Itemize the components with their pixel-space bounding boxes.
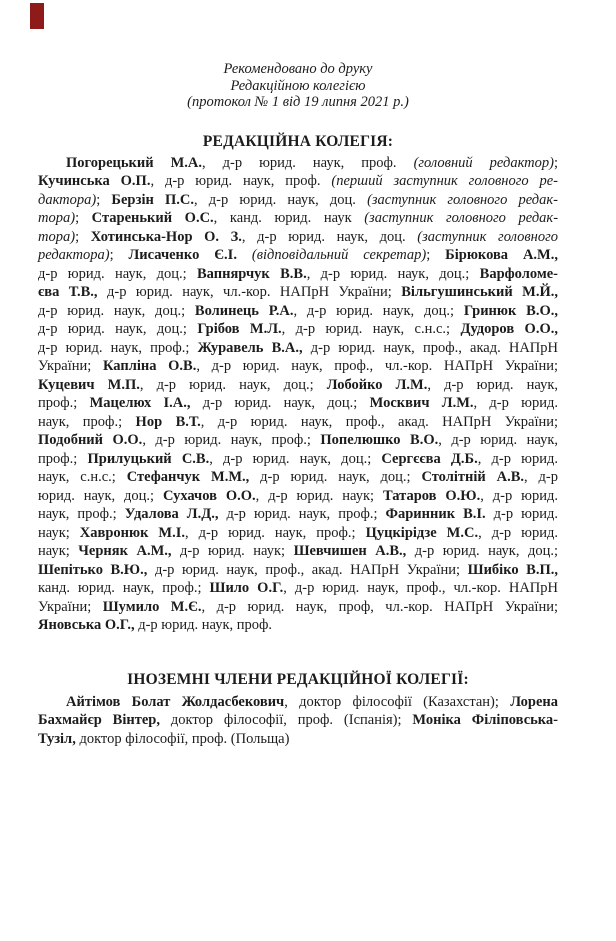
member-name: Шепітько В.Ю., [38, 561, 148, 578]
red-bookmark-mark [30, 3, 44, 29]
text-line [38, 616, 558, 635]
member-name: Шибіко В.П., [467, 561, 559, 578]
member-detail: ; [109, 247, 129, 263]
member-detail: (заступник головного [417, 228, 559, 245]
text-line [38, 394, 558, 413]
member-detail: д-р юрид. наук, проф., акад. НАПрН України; [147, 561, 468, 578]
text-line [38, 376, 558, 395]
member-detail: (головний редактор) [413, 154, 554, 171]
member-detail: , доктор філософії (Казахстан); [284, 693, 511, 710]
member-name: Шумило М.Є. [102, 598, 202, 615]
member-name: Хотинська-Нор О. З. [90, 228, 242, 245]
member-detail: , д-р юрид. наук, [427, 376, 558, 393]
member-detail: редактора) [38, 247, 110, 263]
member-detail: д-р юрид. наук; [171, 543, 294, 559]
member-detail: , д-р юрид. [473, 395, 558, 411]
member-detail: , д-р юрид. наук, с.н.с.; [281, 321, 461, 337]
text-line [38, 487, 558, 506]
member-detail: доктор філософії, проф. (Польща) [75, 730, 290, 747]
member-detail: , д-р юрид. наук, проф., чл.-кор. НАПрН України; [196, 358, 558, 374]
member-detail: , д-р юрид. наук, доц.; [293, 302, 464, 319]
member-detail: , д-р юрид. наук, доц. [194, 191, 368, 208]
member-name: Вапнярчук В.В. [197, 265, 307, 282]
member-name: Кучинська О.П. [38, 173, 151, 189]
member-detail: тора) [38, 228, 76, 245]
member-name: Бірюкова А.М., [445, 247, 558, 263]
member-detail: (заступник головного редак- [367, 191, 558, 208]
member-name: Татаров О.Ю. [382, 487, 481, 504]
member-detail: , д-р юрид. наук, доц.; [209, 450, 382, 467]
member-name: Фаринник В.І. [385, 506, 486, 522]
approval-note-line: (протокол № 1 від 19 липня 2021 р.) [187, 94, 409, 110]
member-detail: тора) [38, 210, 76, 226]
member-detail: д-р юрид. наук, проф., акад. НАПрН [302, 339, 558, 356]
approval-note-line: Редакційною колегією [230, 77, 366, 94]
page-content [38, 61, 558, 748]
member-detail: ; [75, 210, 92, 226]
member-name: Волинець Р.А. [194, 302, 294, 319]
member-name: єва Т.В., [38, 284, 98, 300]
member-name: Цуцкірідзе М.С. [365, 524, 479, 541]
member-detail: дактора) [38, 191, 97, 208]
text-line [38, 191, 558, 210]
member-detail: ; [553, 154, 558, 171]
member-detail: , д-р [524, 469, 558, 485]
member-name: Куцевич М.П. [38, 376, 140, 393]
member-detail: д-р юрид. наук, доц.; [249, 469, 422, 485]
member-detail: , д-р юрид. наук, проф.; [142, 432, 321, 448]
member-name: Столітній А.В. [421, 469, 525, 485]
member-detail: доктор філософії, проф. (Іспанія); [159, 712, 413, 728]
member-name: Хавронюк М.І. [79, 524, 186, 541]
member-detail: , д-р юрид. наук, проф. [202, 154, 414, 171]
text-line [38, 320, 558, 339]
member-detail: (відповідальний секретар) [251, 247, 427, 263]
member-detail: , д-р юрид. наук, [438, 432, 558, 448]
member-name: Сергєєва Д.Б. [381, 450, 478, 467]
member-name: Тузіл, [38, 730, 76, 747]
member-name: Гринюк В.О., [463, 302, 558, 319]
member-detail [237, 247, 252, 263]
member-detail: (перший заступник головного ре- [331, 173, 558, 189]
member-name: Лисаченко Є.І. [128, 247, 237, 263]
text-line [38, 693, 558, 712]
member-detail: України; [38, 598, 103, 615]
text-line [38, 172, 558, 191]
member-detail: д-р юрид. наук, доц.; [38, 302, 195, 319]
member-name: Айтімов Болат Жолдасбекович [66, 693, 285, 710]
member-name: Бахмайєр Вінтер, [38, 712, 160, 728]
member-detail: д-р юрид. наук, чл.-кор. НАПрН України; [97, 284, 402, 300]
member-detail: наук, с.н.с.; [38, 469, 127, 485]
member-name: Берзін П.С. [111, 191, 195, 208]
member-name: Журавель В.А., [197, 339, 303, 356]
member-name: Черняк А.М., [78, 543, 172, 559]
member-detail: , д-р юрид. наук, проф, чл.-кор. НАПрН України; [201, 598, 558, 615]
member-detail: наук, проф.; [38, 413, 136, 430]
text-line [38, 339, 558, 358]
member-name: Моніка Філіповська- [412, 712, 559, 728]
member-detail: проф.; [38, 395, 90, 411]
foreign-members-paragraph [38, 693, 558, 749]
member-name: Сухачов О.О. [162, 487, 256, 504]
text-line [38, 579, 558, 598]
member-detail: , д-р юрид. [477, 450, 558, 467]
text-line [38, 505, 558, 524]
text-line [38, 154, 558, 173]
member-detail: д-р юрид. наук, проф.; [38, 339, 198, 356]
member-name: Яновська О.Г., [38, 617, 135, 633]
member-detail: ; [75, 228, 91, 245]
member-name: Варфоломе- [479, 265, 558, 282]
member-detail: д-р юрид. [485, 506, 558, 522]
text-line [38, 228, 558, 247]
text-line [38, 730, 558, 749]
text-line [38, 598, 558, 617]
member-detail: юрид. наук, доц.; [38, 487, 163, 504]
approval-note [38, 61, 558, 111]
member-detail: , д-р юрид. [480, 487, 558, 504]
member-name: Стефанчук М.М., [126, 469, 250, 485]
member-detail: д-р юрид. наук, доц.; [38, 321, 198, 337]
editorial-board-heading: РЕДАКЦІЙНА КОЛЕГІЯ: [202, 132, 394, 150]
member-name: Прилуцький С.В. [87, 450, 210, 467]
member-detail: ; [426, 247, 446, 263]
member-name: Лобойко Л.М. [326, 376, 428, 393]
member-name: Погорецький М.А. [66, 154, 202, 171]
member-detail: , д-р юрид. наук, доц. [241, 228, 418, 245]
text-line [38, 302, 558, 321]
text-line [38, 542, 558, 561]
text-line [38, 431, 558, 450]
member-detail: , д-р юрид. наук, проф., акад. НАПрН України; [200, 413, 559, 430]
member-detail: канд. юрид. наук, проф.; [38, 580, 210, 596]
member-detail: , д-р юрид. [478, 524, 558, 541]
member-detail: д-р юрид. наук, проф.; [218, 506, 386, 522]
member-name: Грібов М.Л. [197, 321, 282, 337]
text-line [38, 524, 558, 543]
member-name: Подобний О.О. [38, 432, 143, 448]
approval-note-line: Рекомендовано до друку [223, 61, 373, 77]
member-detail: , д-р юрид. наук, проф.; [185, 524, 366, 541]
member-name: Старенький О.С. [91, 210, 214, 226]
member-detail: проф.; [38, 450, 88, 467]
text-line [38, 209, 558, 228]
member-name: Вільгушинський М.Й., [401, 284, 558, 300]
member-detail: д-р юрид. наук, доц.; [406, 543, 558, 559]
foreign-members-heading: ІНОЗЕМНІ ЧЛЕНИ РЕДАКЦІЙНОЇ КОЛЕГІЇ: [127, 670, 469, 688]
member-detail: ; [96, 191, 112, 208]
member-detail: , д-р юрид. наук, проф., чл.-кор. НАПрН [283, 580, 558, 596]
member-detail: д-р юрид. наук, проф. [134, 617, 273, 633]
text-line [38, 265, 558, 284]
text-line [38, 413, 558, 432]
member-detail: , канд. юрид. наук [213, 210, 365, 226]
member-name: Мацелюх І.А., [89, 395, 191, 411]
member-name: Капліна О.В. [102, 358, 197, 374]
text-line [38, 711, 558, 730]
member-detail: , д-р юрид. наук, доц.; [306, 265, 480, 282]
text-line [38, 450, 558, 469]
editorial-board-paragraph [38, 154, 558, 635]
member-detail: , д-р юрид. наук, доц.; [139, 376, 327, 393]
member-detail: , д-р юрид. наук, проф. [150, 173, 332, 189]
member-name: Нор В.Т. [135, 413, 201, 430]
member-detail: наук, проф.; [38, 506, 125, 522]
member-detail: , д-р юрид. наук; [255, 487, 383, 504]
member-name: Москвич Л.М. [369, 395, 474, 411]
member-name: Удалова Л.Д., [124, 506, 219, 522]
text-line [38, 357, 558, 376]
text-line [38, 283, 558, 302]
member-detail: д-р юрид. наук, доц.; [190, 395, 370, 411]
member-name: Дудоров О.О., [460, 321, 558, 337]
member-name: Лорена [510, 693, 558, 710]
member-name: Шевчишен А.В., [293, 543, 407, 559]
member-name: Попелюшко В.О. [320, 432, 439, 448]
text-line [38, 561, 558, 580]
member-detail: наук; [38, 524, 80, 541]
member-name: Шило О.Г. [209, 580, 284, 596]
text-line [38, 246, 558, 265]
text-line [38, 468, 558, 487]
member-detail: (заступник головного редак- [364, 210, 559, 226]
member-detail: України; [38, 358, 103, 374]
member-detail: наук; [38, 543, 79, 559]
member-detail: д-р юрид. наук, доц.; [38, 265, 198, 282]
